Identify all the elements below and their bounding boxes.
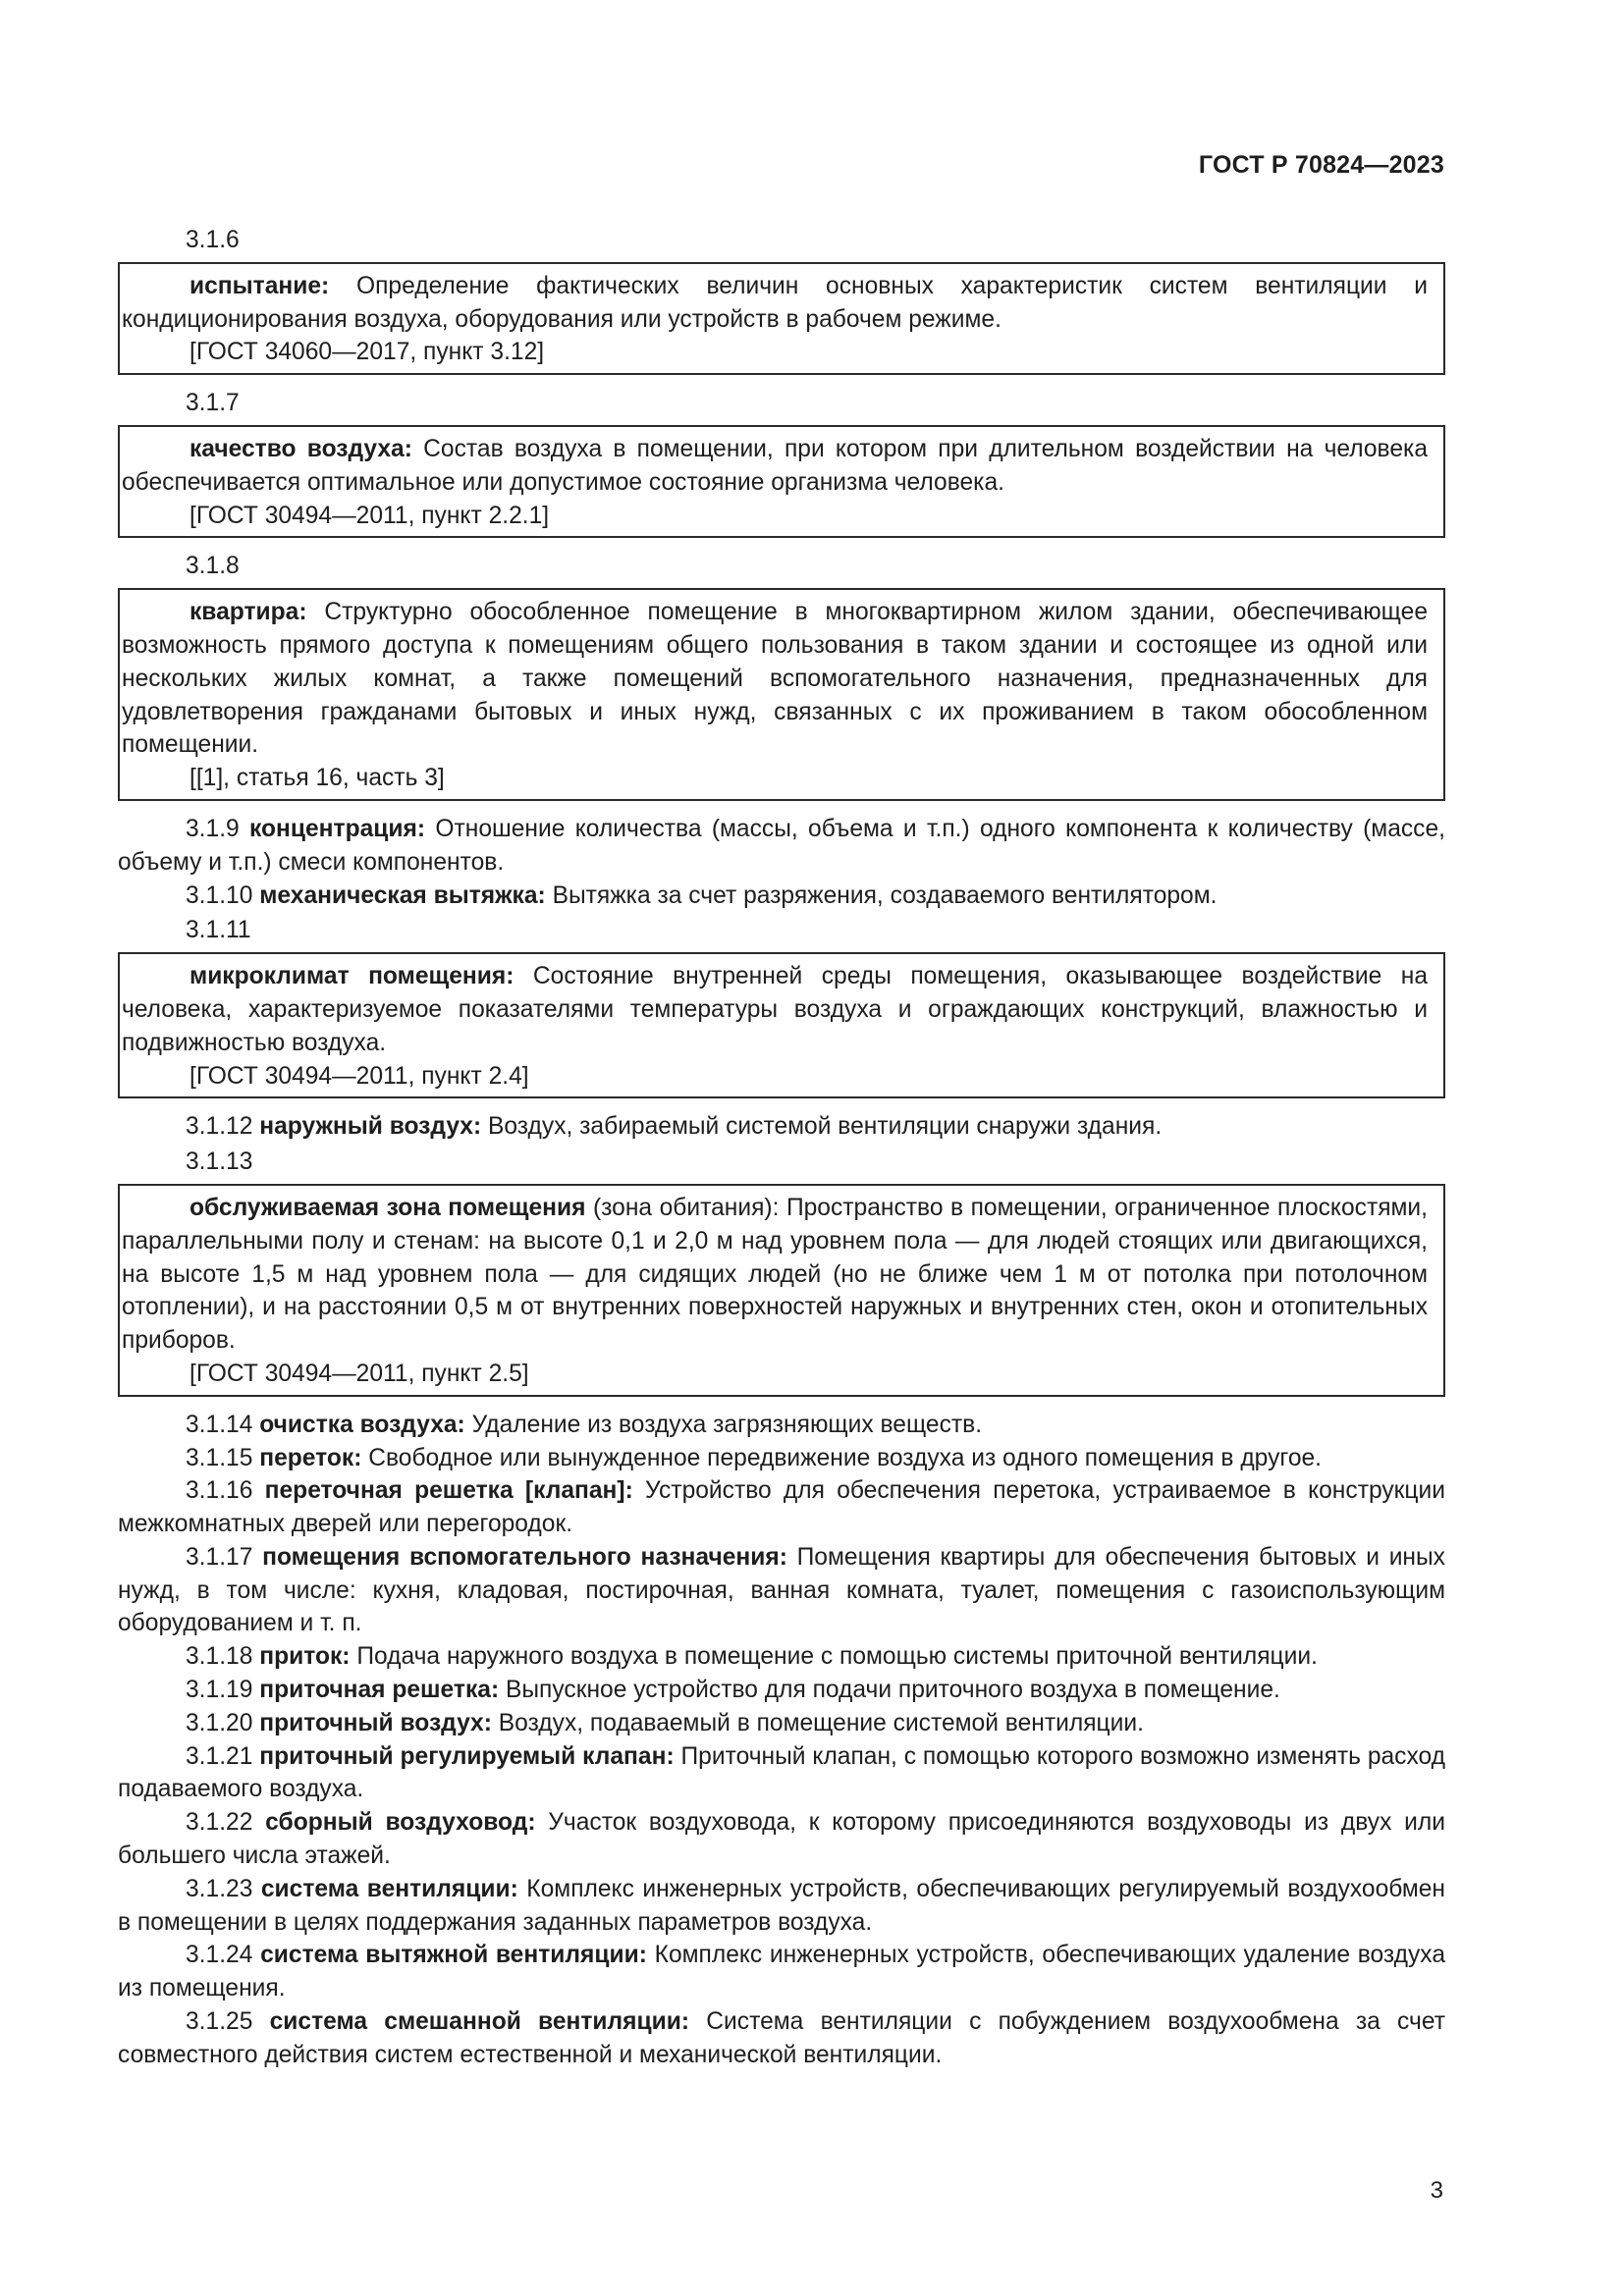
term-definition-paragraph — [118, 1409, 1445, 1442]
clause-number: 3.1.17 — [186, 1543, 253, 1571]
term-definition-box — [118, 262, 1445, 375]
clause-number: 3.1.8 — [186, 553, 240, 580]
term-name: приточный регулируемый клапан: — [259, 1742, 675, 1770]
term-definition-box — [118, 588, 1445, 801]
term-source-reference: [ГОСТ 30494—2011, пункт 2.5] — [189, 1360, 529, 1387]
term-definition-box — [118, 425, 1445, 538]
term-name: качество воздуха: — [189, 435, 412, 462]
term-definition-paragraph — [118, 1474, 1445, 1541]
term-source-reference: [ГОСТ 34060—2017, пункт 3.12] — [189, 339, 545, 366]
term-name: наружный воздух: — [259, 1113, 482, 1141]
term-definition-text: Определение фактических величин основных характеристик систем вентиляции и кондиционирования воздуха, оборудования или устройств в рабочем режиме. — [122, 272, 1428, 333]
definitions-list — [118, 222, 1445, 2072]
term-definition — [120, 270, 1428, 337]
term-name: система вытяжной вентиляции: — [260, 1942, 647, 1969]
term-name: сборный воздуховод: — [265, 1809, 536, 1837]
clause-number: 3.1.22 — [186, 1809, 253, 1837]
term-definition-text: Воздух, подаваемый в помещение системой вентиляции. — [491, 1709, 1144, 1736]
clause-number: 3.1.7 — [186, 390, 240, 417]
clause-number: 3.1.9 — [186, 815, 240, 842]
clause-number: 3.1.20 — [186, 1709, 253, 1736]
term-name: механическая вытяжка: — [259, 881, 546, 909]
term-definition-text: Комплекс инженерных устройств, обеспечивающих удаление воздуха из помещения. — [118, 1942, 1445, 2002]
term-definition-box — [118, 1184, 1445, 1397]
term-definition-text: Свободное или вынужденное передвижение воздуха из одного помещения в другое. — [361, 1444, 1323, 1471]
clause-number: 3.1.23 — [186, 1875, 253, 1902]
term-name: концентрация: — [249, 815, 426, 842]
clause-number: 3.1.12 — [186, 1113, 253, 1141]
term-definition-text: Вытяжка за счет разряжения, создаваемого вентилятором. — [545, 881, 1218, 909]
term-name: квартира: — [189, 599, 307, 626]
term-definition-paragraph — [118, 1806, 1445, 1873]
clause-number: 3.1.18 — [186, 1643, 253, 1671]
term-definition-text: Воздух, забираемый системой вентиляции снаружи здания. — [481, 1113, 1163, 1141]
term-definition — [120, 596, 1428, 762]
term-definition — [120, 1192, 1428, 1358]
term-definition-text: Комплекс инженерных устройств, обеспечивающих регулируемый воздухообмен в помещении в целях поддержания заданных параметров воздуха. — [118, 1875, 1445, 1936]
clause-number: 3.1.6 — [186, 227, 240, 253]
clause-number: 3.1.16 — [186, 1477, 253, 1505]
clause-number: 3.1.14 — [186, 1411, 253, 1438]
term-definition-paragraph — [118, 2005, 1445, 2072]
term-definition-box — [118, 952, 1445, 1098]
term-definition-paragraph — [118, 1873, 1445, 1940]
term-definition-paragraph — [118, 1640, 1445, 1674]
clause-number: 3.1.24 — [186, 1942, 253, 1969]
term-definition-text: (зона обитания): Пространство в помещении, ограниченное плоскостями, параллельными полу и стенам: на высоте 0,1 и 2,0 м над уровнем пола — для людей стоящих или двигающихся, на высоте 1,5 м над уровнем пола — для сидящих людей (но не ближе чем 1 м от потолка при потолочном отоплении), и на расстоянии 0,5 м от внутренних поверхностей наружных и внутренних стен, окон и отопительных приборов. — [122, 1194, 1429, 1355]
term-definition-paragraph — [118, 1442, 1445, 1475]
term-name: микроклимат помещения: — [189, 963, 514, 990]
term-name: обслуживаемая зона помещения — [189, 1194, 586, 1221]
term-definition-text: Подача наружного воздуха в помещение с помощью системы приточной вентиляции. — [350, 1643, 1318, 1671]
term-definition-text: Участок воздуховода, к которому присоединяются воздуховоды из двух или большего числа этажей. — [118, 1809, 1445, 1870]
term-definition-paragraph — [118, 1110, 1445, 1144]
term-definition — [120, 960, 1428, 1059]
clause-number: 3.1.13 — [186, 1148, 253, 1176]
clause-number: 3.1.25 — [186, 2008, 253, 2036]
page-number: 3 — [1430, 2177, 1443, 2204]
clause-number: 3.1.19 — [186, 1677, 253, 1704]
term-definition — [120, 433, 1428, 500]
clause-number: 3.1.21 — [186, 1742, 253, 1770]
term-definition-paragraph — [118, 880, 1445, 913]
definitions-root — [118, 224, 1445, 2072]
term-definition-text: Структурно обособленное помещение в многоквартирном жилом здании, обеспечивающее возможность прямого доступа к помещениям общего пользования в таком здании и состоящее из одной или нескольких жилых комнат, а также помещений вспомогательного назначения, предназначенных для удовлетворения гражданами бытовых и иных нужд, связанных с их проживанием в таком обособленном помещении. — [122, 599, 1428, 759]
clause-number: 3.1.15 — [186, 1444, 253, 1471]
term-name: помещения вспомогательного назначения: — [262, 1543, 787, 1571]
term-name: испытание: — [189, 272, 330, 299]
term-name: переточная решетка [клапан]: — [264, 1477, 633, 1505]
term-name: система вентиляции: — [260, 1875, 518, 1902]
term-definition-text: Состав воздуха в помещении, при котором при длительном воздействии на человека обеспечивается оптимальное или допустимое состояние организма человека. — [122, 435, 1428, 496]
term-name: приток: — [259, 1643, 351, 1671]
term-name: очистка воздуха: — [259, 1411, 465, 1438]
term-definition-paragraph — [118, 1674, 1445, 1707]
term-definition-text: Система вентиляции с побуждением воздухообмена за счет совместного действия систем естественной и механической вентиляции. — [118, 2008, 1445, 2068]
page-header-standard-id: ГОСТ Р 70824—2023 — [1198, 151, 1444, 179]
term-definition-paragraph — [118, 1939, 1445, 2005]
term-definition-text: Удаление из воздуха загрязняющих веществ. — [464, 1411, 983, 1438]
clause-number: 3.1.11 — [186, 917, 251, 944]
term-definition-text: Состояние внутренней среды помещения, оказывающее воздействие на человека, характеризуемое показателями температуры воздуха и ограждающих конструкций, влажностью и подвижностью воздуха. — [122, 963, 1428, 1056]
term-source-reference: [[1], статья 16, часть 3] — [189, 765, 445, 792]
term-source-reference: [ГОСТ 30494—2011, пункт 2.2.1] — [189, 502, 550, 529]
term-definition-text: Приточный клапан, с помощью которого возможно изменять расход подаваемого воздуха. — [118, 1742, 1445, 1803]
term-definition-text: Отношение количества (массы, объема и т.п.) одного компонента к количеству (массе, объему и т.п.) смеси компонентов. — [118, 815, 1445, 876]
term-source-reference: [ГОСТ 30494—2011, пункт 2.4] — [189, 1062, 529, 1090]
term-definition-text: Устройство для обеспечения перетока, устраиваемое в конструкции межкомнатных дверей или перегородок. — [118, 1477, 1445, 1538]
term-definition-paragraph — [118, 1707, 1445, 1740]
term-definition-paragraph — [118, 813, 1445, 880]
term-name: переток: — [259, 1444, 362, 1471]
term-definition-text: Помещения квартиры для обеспечения бытовых и иных нужд, в том числе: кухня, кладовая, постирочная, ванная комната, туалет, помещения с газоиспользующим оборудованием и т. п. — [118, 1543, 1445, 1637]
term-name: приточная решетка: — [259, 1677, 500, 1704]
term-name: система смешанной вентиляции: — [269, 2008, 690, 2036]
term-name: приточный воздух: — [259, 1709, 492, 1736]
clause-number: 3.1.10 — [186, 881, 253, 909]
term-definition-paragraph — [118, 1740, 1445, 1807]
term-definition-paragraph — [118, 1541, 1445, 1640]
term-definition-text: Выпускное устройство для подачи приточного воздуха в помещение. — [499, 1677, 1280, 1704]
